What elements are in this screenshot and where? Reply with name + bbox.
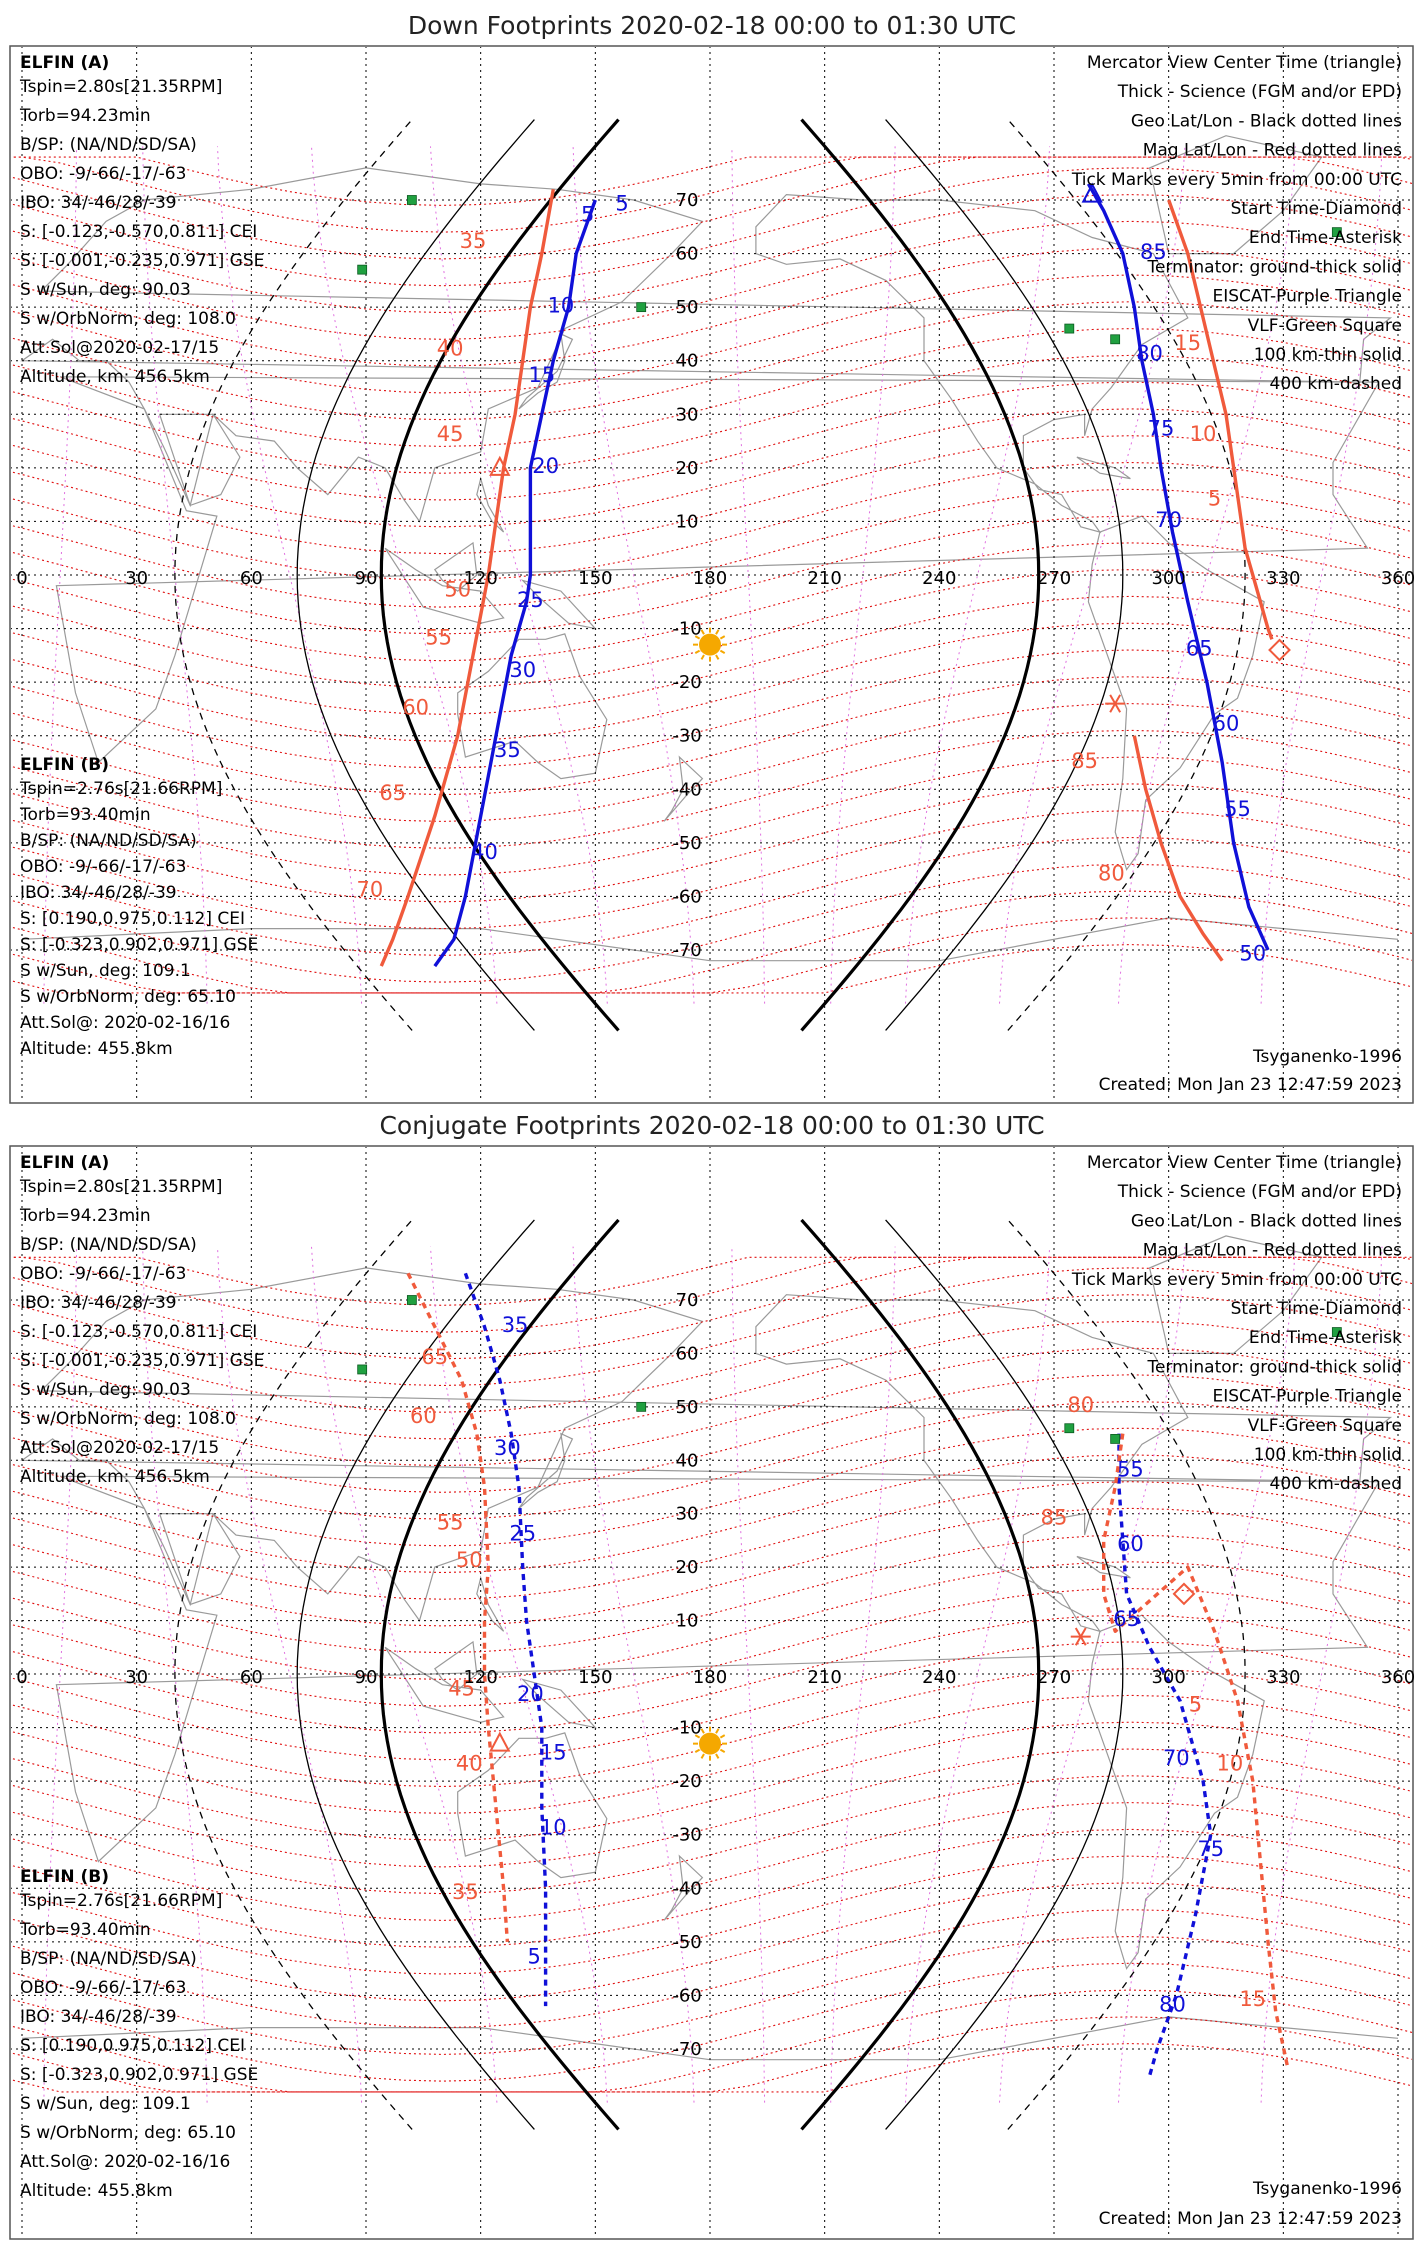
- legend: [1071, 53, 1402, 394]
- longitude-tick-label: 120: [463, 1667, 498, 1688]
- legend-entry: Terminator: ground-thick solid: [1147, 257, 1402, 278]
- sun-disc: [699, 1733, 721, 1755]
- footprint-minute-label: 30: [509, 657, 537, 682]
- footprint-minute-label: 70: [1155, 507, 1183, 532]
- elfin-a-param: S w/Sun, deg: 90.03: [20, 280, 191, 300]
- elfin-a-param: Tspin=2.80s[21.35RPM]: [20, 77, 223, 97]
- mag-parallel: [0, 704, 1425, 822]
- footprint-minute-label: 60: [409, 1403, 437, 1428]
- elfin-b-param: OBO: -9/-66/-17/-63: [20, 1978, 187, 1998]
- mag-parallel: [0, 1856, 1425, 1974]
- footprint-minute-label: 85: [1071, 748, 1098, 773]
- elfin-b-param: Torb=93.40min: [20, 805, 151, 825]
- latitude-tick-label: 50: [675, 1396, 699, 1418]
- info-block-a: [19, 1153, 264, 1487]
- footprint-minute-label: 35: [452, 1880, 479, 1904]
- footprint-minute-label: 45: [436, 422, 464, 447]
- legend-entry: Start Time-Diamond: [1230, 199, 1402, 219]
- vlf-square-marker: [637, 1402, 646, 1411]
- elfin-b-param: Tspin=2.76s[21.66RPM]: [20, 779, 223, 799]
- longitude-tick-label: 360: [1380, 568, 1416, 589]
- elfin-b-param: B/SP: (NA/ND/SD/SA): [20, 1949, 197, 1969]
- vlf-square-marker: [358, 265, 367, 274]
- legend-entry: Tick Marks every 5min from 00:00 UTC: [1071, 1269, 1402, 1290]
- footprint-minute-label: 35: [501, 1313, 529, 1338]
- conjugate-footprints-panel: [0, 1111, 1425, 2239]
- info-block-b: [19, 755, 258, 1059]
- sun-ray: [702, 1729, 705, 1733]
- legend-entry: Terminator: ground-thick solid: [1147, 1357, 1402, 1378]
- sun-ray: [702, 655, 705, 659]
- legend-entry: 100 km-thin solid: [1253, 345, 1402, 365]
- sun-ray: [720, 1750, 724, 1753]
- latitude-tick-label: -30: [672, 725, 702, 747]
- sun-ray: [720, 651, 724, 654]
- footprint-minute-label: 55: [425, 625, 452, 650]
- elfin-a-param: S: [-0.001,-0.235,0.971] GSE: [20, 251, 265, 271]
- latitude-tick-label: -60: [672, 1985, 702, 2007]
- latitude-tick-label: 70: [675, 1290, 699, 1311]
- elfin-b-param: IBO: 34/-46/28/-39: [20, 883, 177, 903]
- info-block-b: [19, 1867, 258, 2201]
- longitude-tick-label: 360: [1380, 1667, 1416, 1688]
- elfin-a-param: Altitude, km: 456.5km: [20, 1467, 210, 1487]
- legend-entry: End Time-Asterisk: [1248, 228, 1402, 249]
- latitude-tick-label: 10: [675, 1610, 699, 1632]
- longitude-tick-label: 300: [1151, 1667, 1186, 1688]
- footprint-minute-label: 70: [1162, 1746, 1190, 1771]
- longitude-tick-label: 330: [1266, 1667, 1301, 1688]
- footprint-minute-label: 30: [494, 1435, 521, 1460]
- footprint-minute-label: 25: [516, 588, 544, 613]
- landmass-outline: [458, 634, 607, 779]
- footprint-minute-label: 55: [1224, 797, 1251, 822]
- down-footprints-panel: [0, 11, 1425, 1103]
- vlf-square-marker: [407, 196, 416, 205]
- footprint-minute-label: 15: [528, 363, 556, 388]
- footprint-minute-label: 20: [516, 1681, 544, 1706]
- legend-entry: 400 km-dashed: [1269, 374, 1402, 395]
- latitude-tick-label: -10: [672, 1717, 702, 1739]
- elfin-b-param: S w/Sun, deg: 109.1: [20, 961, 191, 981]
- elfin-b-param: S w/OrbNorm, deg: 65.10: [20, 2123, 237, 2143]
- latitude-tick-label: 10: [675, 511, 699, 533]
- footprint-minute-label: 80: [1097, 861, 1125, 886]
- latitude-tick-label: 70: [675, 190, 699, 211]
- panel-title: Down Footprints 2020-02-18 00:00 to 01:30 UTC: [407, 11, 1017, 40]
- elfin-b-param: B/SP: (NA/ND/SD/SA): [20, 831, 197, 851]
- center-time-triangle: [491, 1734, 509, 1751]
- legend-entry: Mercator View Center Time (triangle): [1086, 53, 1402, 73]
- latitude-tick-label: 60: [675, 1343, 699, 1365]
- legend-entry: Start Time-Diamond: [1230, 1299, 1402, 1319]
- footprint-minute-label: 10: [547, 293, 575, 318]
- elfin-a-param: IBO: 34/-46/28/-39: [20, 193, 177, 213]
- footprint-minute-label: 5: [1188, 1692, 1203, 1717]
- footprint-minute-label: 5: [1207, 486, 1222, 511]
- sun-ray: [720, 1735, 724, 1738]
- legend-entry: End Time-Asterisk: [1248, 1328, 1402, 1349]
- legend-entry: Geo Lat/Lon - Black dotted lines: [1130, 1211, 1402, 1232]
- longitude-tick-label: 120: [463, 568, 498, 589]
- vlf-square-marker: [1111, 335, 1120, 344]
- legend-entry: Mercator View Center Time (triangle): [1086, 1153, 1402, 1173]
- elfin-a-param: B/SP: (NA/ND/SD/SA): [20, 135, 197, 155]
- mag-parallel: [0, 1589, 1425, 1707]
- elfin-b-param: S: [-0.323,0.902,0.971] GSE: [20, 935, 259, 955]
- footprint-minute-label: 45: [448, 1676, 475, 1701]
- created-label: Created: Mon Jan 23 12:47:59 2023: [1098, 1075, 1402, 1095]
- model-label: Tsyganenko-1996: [1252, 2179, 1402, 2199]
- mag-parallel: [0, 1482, 1425, 1600]
- footprint-minute-label: 80: [1136, 341, 1163, 366]
- sun-disc: [699, 634, 721, 656]
- footprint-minute-label: 75: [1147, 416, 1175, 441]
- footprint-minute-label: 55: [436, 1510, 464, 1535]
- vlf-square-marker: [1111, 1434, 1120, 1443]
- sun-ray: [716, 1754, 719, 1758]
- longitude-tick-label: 180: [692, 568, 728, 589]
- elfin-a-param: OBO: -9/-66/-17/-63: [20, 1264, 187, 1284]
- start-time-diamond: [1270, 640, 1290, 660]
- mag-parallel: [0, 1375, 1425, 1493]
- elfin-b-param: Altitude: 455.8km: [20, 1039, 173, 1059]
- legend-entry: VLF-Green Square: [1247, 315, 1402, 336]
- vlf-square-marker: [1065, 324, 1074, 333]
- sun-ray: [720, 636, 724, 639]
- sun-ray: [695, 1750, 699, 1753]
- footprint-minute-label: 80: [1067, 1393, 1095, 1418]
- footprint-minute-label: 10: [1216, 1751, 1244, 1776]
- footprint-minute-label: 60: [402, 695, 430, 720]
- footprint-minute-label: 40: [471, 839, 498, 864]
- sun-ray: [716, 655, 719, 659]
- longitude-tick-label: 90: [354, 568, 378, 589]
- elfin-b-param: Att.Sol@: 2020-02-16/16: [20, 1013, 231, 1033]
- longitude-tick-label: 30: [125, 1667, 149, 1688]
- elfin-a-param: OBO: -9/-66/-17/-63: [20, 164, 187, 184]
- legend-entry: Mag Lat/Lon - Red dotted lines: [1142, 1240, 1402, 1261]
- elfin-b-param: Altitude: 455.8km: [20, 2181, 173, 2201]
- elfin-a-param: Tspin=2.80s[21.35RPM]: [20, 1177, 223, 1197]
- latitude-tick-label: 50: [675, 297, 699, 319]
- longitude-tick-label: 150: [578, 568, 613, 589]
- elfin-a-param: S: [-0.001,-0.235,0.971] GSE: [20, 1351, 265, 1371]
- legend-entry: EISCAT-Purple Triangle: [1212, 1386, 1402, 1407]
- mag-meridian: [732, 1247, 765, 2103]
- elfin-b-title: ELFIN (B): [20, 755, 110, 775]
- mag-parallel: [0, 1257, 1425, 1332]
- elfin-b-param: S: [0.190,0.975,0.112] CEI: [20, 909, 246, 929]
- footprint-minute-label: 75: [1197, 1837, 1225, 1862]
- footprint-minute-label: 60: [1212, 711, 1240, 736]
- footprint-minute-label: 15: [1174, 331, 1202, 355]
- longitude-tick-label: 60: [239, 568, 263, 589]
- elfin-a-param: Torb=94.23min: [20, 1206, 151, 1226]
- footprint-minute-label: 10: [539, 1815, 567, 1840]
- longitude-tick-label: 60: [239, 1667, 263, 1688]
- legend-entry: Thick - Science (FGM and/or EPD): [1117, 82, 1402, 103]
- latitude-tick-label: -40: [672, 1878, 702, 1900]
- longitude-tick-label: 180: [692, 1667, 728, 1688]
- legend-entry: EISCAT-Purple Triangle: [1212, 286, 1402, 307]
- legend-entry: 400 km-dashed: [1269, 1474, 1402, 1495]
- latitude-tick-label: -70: [672, 940, 702, 961]
- legend-entry: VLF-Green Square: [1247, 1415, 1402, 1436]
- footprint-minute-label: 40: [436, 336, 464, 361]
- latitude-tick-label: -20: [672, 672, 702, 694]
- elfin-b-param: Torb=93.40min: [20, 1920, 151, 1940]
- longitude-tick-label: 90: [354, 1667, 378, 1688]
- footprint-minute-label: 35: [459, 229, 487, 254]
- footprint-minute-label: 70: [356, 877, 384, 902]
- footprint-minute-label: 35: [494, 738, 521, 763]
- elfin-b-param: S: [-0.323,0.902,0.971] GSE: [20, 2065, 259, 2085]
- footprint-minute-label: 80: [1159, 1992, 1186, 2017]
- footprint-minute-label: 65: [1113, 1606, 1140, 1631]
- elfin-a-param: S: [-0.123,-0.570,0.811] CEI: [20, 1322, 258, 1342]
- footprint-minute-label: 40: [455, 1751, 483, 1776]
- elfin-b-param: S: [0.190,0.975,0.112] CEI: [20, 2036, 246, 2056]
- longitude-tick-label: 150: [578, 1667, 613, 1688]
- mag-parallel: [0, 1963, 1425, 2081]
- footprint-minute-label: 25: [509, 1521, 537, 1546]
- elfin-b-param: S w/OrbNorm, deg: 65.10: [20, 987, 237, 1007]
- longitude-tick-label: 270: [1036, 568, 1072, 589]
- elfin-a-param: B/SP: (NA/ND/SD/SA): [20, 1235, 197, 1255]
- mag-parallel: [0, 918, 1425, 993]
- footprint-minute-label: 20: [532, 454, 560, 479]
- elfin-a-param: IBO: 34/-46/28/-39: [20, 1293, 177, 1313]
- mag-parallel: [0, 275, 1425, 393]
- footprint-minute-label: 5: [527, 1944, 541, 1969]
- sun-ray: [716, 1729, 719, 1733]
- latitude-tick-label: -60: [672, 886, 702, 908]
- legend-entry: Tick Marks every 5min from 00:00 UTC: [1071, 169, 1402, 190]
- latitude-tick-label: -10: [672, 618, 702, 640]
- elfin-a-param: S: [-0.123,-0.570,0.811] CEI: [20, 222, 258, 242]
- mag-parallel: [0, 157, 1425, 232]
- elfin-a-param: S w/Sun, deg: 90.03: [20, 1380, 191, 1400]
- vlf-square-marker: [407, 1296, 416, 1305]
- legend-entry: Thick - Science (FGM and/or EPD): [1117, 1182, 1402, 1203]
- footprint-minute-label: 55: [1117, 1457, 1144, 1482]
- elfin-a-param: S w/OrbNorm, deg: 108.0: [20, 309, 237, 329]
- longitude-tick-label: 240: [922, 1667, 957, 1688]
- footprint-minute-label: 10: [1189, 422, 1217, 447]
- footprint-minute-label: 65: [421, 1345, 449, 1370]
- mag-meridian: [44, 1247, 77, 2103]
- footprint-minute-label: 15: [1239, 1987, 1267, 2012]
- footprint-minute-label: 65: [1185, 636, 1213, 661]
- latitude-tick-label: -30: [672, 1824, 702, 1846]
- model-label: Tsyganenko-1996: [1252, 1047, 1402, 1067]
- footprint-minute-label: 15: [539, 1740, 567, 1765]
- latitude-tick-label: 40: [675, 350, 699, 372]
- longitude-tick-label: 0: [16, 568, 28, 589]
- elfin-b-param: Tspin=2.76s[21.66RPM]: [20, 1891, 223, 1911]
- footprint-minute-label: 5: [615, 191, 629, 216]
- elfin-b-param: S w/Sun, deg: 109.1: [20, 2094, 191, 2114]
- vlf-square-marker: [637, 303, 646, 312]
- legend-entry: Geo Lat/Lon - Black dotted lines: [1130, 111, 1402, 132]
- footprint-minute-label: 50: [444, 577, 472, 602]
- elfin-a-title: ELFIN (A): [20, 53, 110, 73]
- elfin-b-param: OBO: -9/-66/-17/-63: [20, 857, 187, 877]
- latitude-tick-label: -50: [672, 1931, 702, 1953]
- vlf-square-marker: [358, 1365, 367, 1374]
- latitude-tick-label: -70: [672, 2039, 702, 2060]
- sun-ray: [695, 651, 699, 654]
- footprint-minute-label: 5: [581, 202, 595, 227]
- sun-ray: [702, 1754, 705, 1758]
- sun-ray: [716, 630, 719, 634]
- elfin-a-param: Att.Sol@2020-02-17/15: [20, 1438, 220, 1458]
- latitude-tick-label: -40: [672, 779, 702, 801]
- elfin-b-param: Att.Sol@: 2020-02-16/16: [20, 2152, 231, 2172]
- latitude-tick-label: 20: [675, 457, 699, 479]
- footprint-minute-label: 85: [1140, 239, 1167, 264]
- sun-ray: [702, 630, 705, 634]
- longitude-tick-label: 0: [16, 1667, 28, 1688]
- vlf-square-marker: [1065, 1424, 1074, 1433]
- longitude-tick-label: 240: [922, 568, 957, 589]
- panel-title: Conjugate Footprints 2020-02-18 00:00 to 01:30 UTC: [379, 1111, 1045, 1140]
- legend-entry: Mag Lat/Lon - Red dotted lines: [1142, 140, 1402, 161]
- longitude-tick-label: 300: [1151, 568, 1186, 589]
- mag-parallel: [0, 1910, 1425, 2028]
- landmass-outline: [756, 195, 1188, 532]
- elfin-a-param: Att.Sol@2020-02-17/15: [20, 338, 220, 358]
- mag-parallel: [0, 1535, 1425, 1653]
- elfin-a-param: Altitude, km: 456.5km: [20, 367, 210, 387]
- legend-entry: 100 km-thin solid: [1253, 1445, 1402, 1465]
- latitude-tick-label: 30: [675, 1503, 699, 1525]
- start-time-diamond: [1174, 1584, 1194, 1604]
- footprint-minute-label: 65: [379, 781, 407, 805]
- longitude-tick-label: 330: [1266, 568, 1301, 589]
- elfin-a-title: ELFIN (A): [20, 1153, 110, 1173]
- latitude-tick-label: 20: [675, 1557, 699, 1579]
- footprint-minute-label: 85: [1040, 1505, 1068, 1530]
- latitude-tick-label: 60: [675, 243, 699, 265]
- longitude-tick-label: 30: [125, 568, 149, 589]
- elfin-a-param: Torb=94.23min: [20, 106, 151, 126]
- footprint-minute-label: 50: [455, 1548, 483, 1573]
- longitude-tick-label: 210: [807, 568, 842, 589]
- longitude-tick-label: 210: [807, 1667, 842, 1688]
- footprint-minute-label: 60: [1117, 1532, 1144, 1557]
- latitude-tick-label: -50: [672, 832, 702, 854]
- elfin-b-title: ELFIN (B): [20, 1867, 110, 1887]
- mag-parallel: [0, 757, 1425, 875]
- info-block-a: [19, 53, 264, 387]
- latitude-tick-label: 30: [675, 404, 699, 426]
- created-label: Created: Mon Jan 23 12:47:59 2023: [1098, 2209, 1402, 2229]
- longitude-tick-label: 270: [1036, 1667, 1072, 1688]
- latitude-tick-label: 40: [675, 1450, 699, 1472]
- latitude-tick-label: -20: [672, 1771, 702, 1793]
- footprint-minute-label: 50: [1239, 941, 1267, 966]
- elfin-a-param: S w/OrbNorm, deg: 108.0: [20, 1409, 237, 1429]
- elfin-b-param: IBO: 34/-46/28/-39: [20, 2007, 177, 2027]
- legend: [1071, 1153, 1402, 1494]
